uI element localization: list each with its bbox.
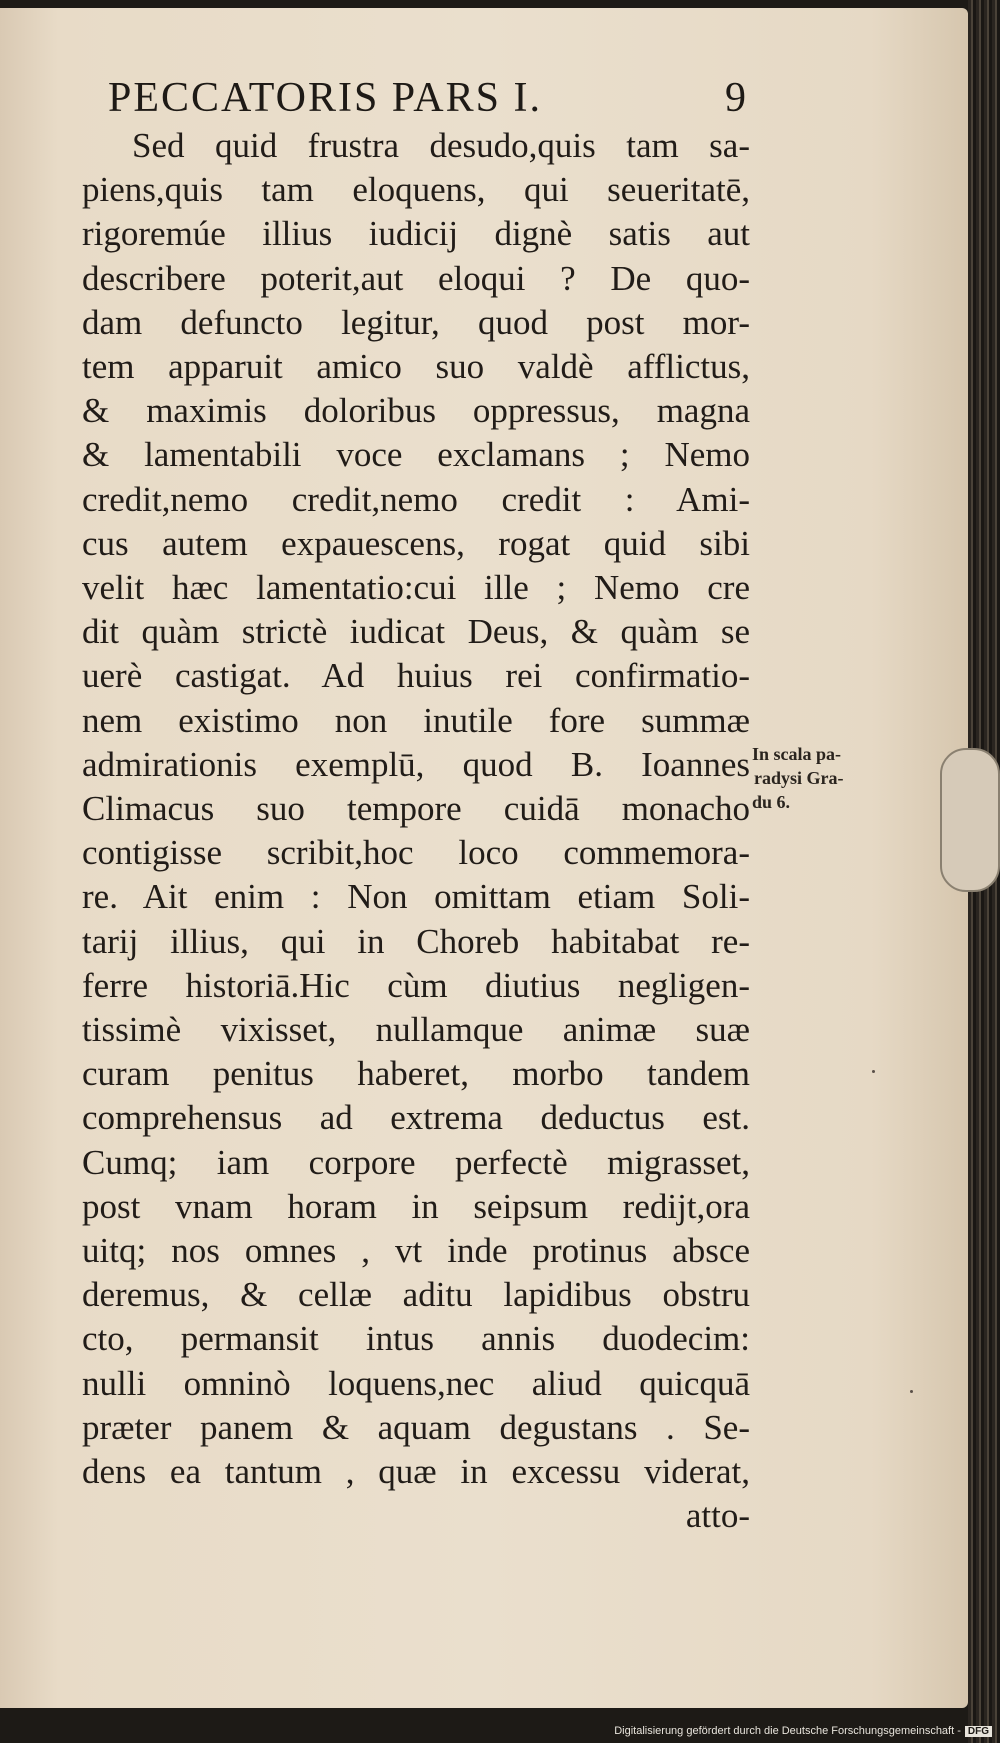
text-line: & maximis doloribus oppressus, magna xyxy=(82,391,750,431)
text-line: Sed quid frustra desudo,quis tam sa- xyxy=(132,126,750,165)
text-line: cus autem expauescens, rogat quid sibi xyxy=(82,523,750,563)
text-line: curam penitus haberet, morbo tandem xyxy=(82,1054,750,1094)
text-line: re. Ait enim : Non omittam etiam Soli- xyxy=(82,877,750,917)
dfg-logo: DFG xyxy=(965,1726,992,1737)
footer-text: Digitalisierung gefördert durch die Deutsche Forschungsgemeinschaft - xyxy=(614,1725,961,1737)
text-line: credit,nemo credit,nemo credit : Ami- xyxy=(82,479,750,519)
text-line: contigisse scribit,hoc loco commemora- xyxy=(82,833,750,873)
page-tab xyxy=(940,748,1000,892)
text-line: piens,quis tam eloquens, qui seueritatē, xyxy=(82,170,750,210)
text-line: cto, permansit intus annis duodecim: xyxy=(82,1319,750,1359)
catchword: atto- xyxy=(685,1496,750,1536)
text-line: Climacus suo tempore cuidā monacho xyxy=(82,789,750,829)
text-line: nulli omninò loquens,nec aliud quicquā xyxy=(82,1363,750,1403)
text-line: deremus, & cellæ aditu lapidibus obstru xyxy=(82,1275,750,1315)
text-line: comprehensus ad extrema deductus est. xyxy=(82,1098,750,1138)
paper-speck xyxy=(910,1390,913,1393)
marginal-note xyxy=(752,742,922,814)
text-line: tarij illius, qui in Choreb habitabat re- xyxy=(82,921,750,961)
text-line: tem apparuit amico suo valdè afflictus, xyxy=(82,347,750,387)
text-line: & lamentabili voce exclamans ; Nemo xyxy=(82,435,750,475)
marginal-line: In scala pa- xyxy=(752,744,842,764)
footer xyxy=(614,1725,992,1737)
page-number: 9 xyxy=(725,75,748,121)
text-line: admirationis exemplū, quod B. Ioannes xyxy=(82,744,750,784)
marginal-line: radysi Gra- xyxy=(754,768,844,788)
marginal-line: du 6. xyxy=(752,792,791,812)
text-line: post vnam horam in seipsum redijt,ora xyxy=(82,1186,750,1226)
text-line: uitq; nos omnes , vt inde protinus absce xyxy=(82,1231,750,1271)
running-title: PECCATORIS PARS I. xyxy=(108,75,542,121)
text-line: dit quàm strictè iudicat Deus, & quàm se xyxy=(82,612,750,652)
text-line: rigoremúe illius iudicij dignè satis aut xyxy=(82,214,750,254)
text-line: tissimè vixisset, nullamque animæ suæ xyxy=(82,1010,750,1050)
text-line: præter panem & aquam degustans . Se- xyxy=(82,1407,750,1447)
text-body xyxy=(82,124,750,1539)
text-line: uerè castigat. Ad huius rei confirmatio- xyxy=(82,656,750,696)
text-line: dens ea tantum , quæ in excessu viderat, xyxy=(82,1452,750,1492)
running-header xyxy=(108,74,748,122)
paper-speck xyxy=(872,1070,875,1073)
text-line: ferre historiā.Hic cùm diutius negligen- xyxy=(82,965,750,1005)
text-line: describere poterit,aut eloqui ? De quo- xyxy=(82,258,750,298)
text-line: velit hæc lamentatio:cui ille ; Nemo cre xyxy=(82,568,750,608)
text-line: dam defuncto legitur, quod post mor- xyxy=(82,302,750,342)
text-line: Cumq; iam corpore perfectè migrasset, xyxy=(82,1142,750,1182)
text-line: nem existimo non inutile fore summæ xyxy=(82,700,750,740)
